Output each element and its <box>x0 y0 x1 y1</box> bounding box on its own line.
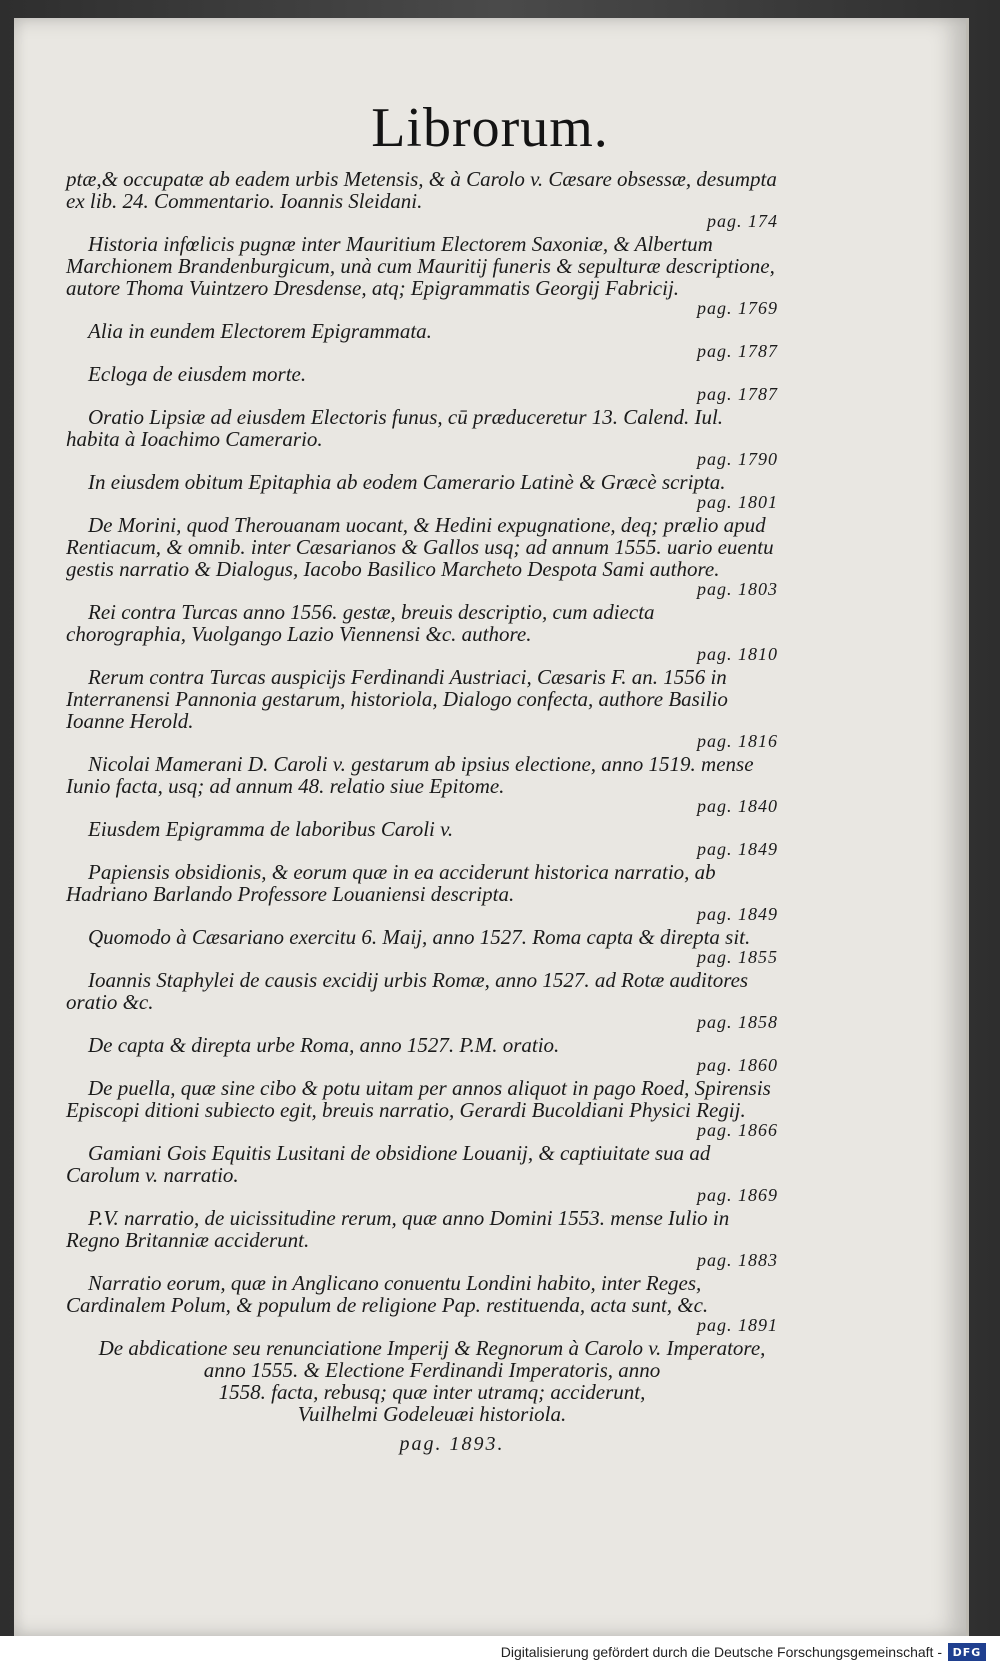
dfg-logo: DFG <box>948 1643 986 1661</box>
index-entry <box>66 1142 778 1205</box>
entry-title: De puella, quæ sine cibo & potu uitam per annos aliquot in pago Roed, Spirensis Episcopi ditioni subiecto egit, breuis narratio, Gerardi Bucoldiani Physici Regij. <box>66 1076 771 1122</box>
index-entry <box>66 601 778 664</box>
entry-title: Papiensis obsidionis, & eorum quæ in ea acciderunt historica narratio, ab Hadriano Barlando Professore Louaniensi descripta. <box>66 860 716 906</box>
index-entry <box>66 926 778 967</box>
index-entry <box>66 406 778 469</box>
entry-page: pag. 1803 <box>697 579 778 599</box>
entry-title: In eiusdem obitum Epitaphia ab eodem Camerario Latinè & Græcè scripta. <box>88 470 726 494</box>
index-entry <box>66 168 778 231</box>
entry-page: pag. 1810 <box>697 644 778 664</box>
entry-title: De capta & direpta urbe Roma, anno 1527. P.M. oratio. <box>88 1033 560 1057</box>
final-entry-line: 1558. facta, rebusq; quæ inter utramq; acciderunt, <box>218 1380 646 1404</box>
entry-title: Historia infœlicis pugnæ inter Mauritium Electorem Saxoniæ, & Albertum Marchionem Brandenburgicum, unà cum Mauritij funeris & sepulturæ descriptione, autore Thoma Vuintzero Dresdense, atq; Epigrammatis Georgij Fabricij. <box>66 232 775 300</box>
index-entry <box>66 233 778 318</box>
funding-credit: Digitalisierung gefördert durch die Deutsche Forschungsgemeinschaft - <box>500 1644 942 1660</box>
entry-title: De Morini, quod Therouanam uocant, & Hedini expugnatione, deq; prælio apud Rentiacum, & omnib. inter Cæsarianos & Gallos usq; ad annum 1555. uario euentu gestis narratio & Dialogus, Iacobo Basilico Marcheto Despota Sami authore. <box>66 513 774 581</box>
entry-page: pag. 1816 <box>697 731 778 751</box>
entry-title: Rei contra Turcas anno 1556. gestæ, breuis descriptio, cum adiecta chorographia, Vuolgango Lazio Viennensi &c. authore. <box>66 600 655 646</box>
entry-page: pag. 174 <box>707 211 778 231</box>
entry-page: pag. 1787 <box>697 341 778 361</box>
entry-page: pag. 1855 <box>697 947 778 967</box>
index-entry <box>66 1077 778 1140</box>
entry-page: pag. 1787 <box>697 384 778 404</box>
index-entry <box>66 1034 778 1075</box>
final-entry-page: pag. 1893. <box>399 1433 505 1455</box>
index-entry <box>66 363 778 404</box>
entry-page: pag. 1883 <box>697 1250 778 1270</box>
entry-page: pag. 1849 <box>697 904 778 924</box>
entry-page: pag. 1790 <box>697 449 778 469</box>
book-page <box>14 18 969 1636</box>
entry-title: Alia in eundem Electorem Epigrammata. <box>88 319 432 343</box>
final-entry-line: De abdicatione seu renunciatione Imperij & Regnorum à Carolo v. Imperatore, anno 1555. & Electione Ferdinandi Imperatoris, anno <box>98 1336 766 1382</box>
footer-bar <box>0 1636 1000 1666</box>
entry-page: pag. 1769 <box>697 298 778 318</box>
entry-page: pag. 1860 <box>697 1055 778 1075</box>
index-list <box>66 168 778 1455</box>
entry-title: Rerum contra Turcas auspicijs Ferdinandi Austriaci, Cæsaris F. an. 1556 in Interranensi Pannonia gestarum, historiola, Dialogo confecta, authore Basilio Ioanne Herold. <box>66 665 728 733</box>
entry-page: pag. 1858 <box>697 1012 778 1032</box>
entry-title: ptæ,& occupatæ ab eadem urbis Metensis, & à Carolo v. Cæsare obsessæ, desumpta ex lib. 24. Commentario. Ioannis Sleidani. <box>66 167 777 213</box>
entry-title: Nicolai Mamerani D. Caroli v. gestarum ab ipsius electione, anno 1519. mense Iunio facta, usq; ad annum 48. relatio siue Epitome. <box>66 752 754 798</box>
entry-title: P.V. narratio, de uicissitudine rerum, quæ anno Domini 1553. mense Iulio in Regno Britanniæ acciderunt. <box>66 1206 730 1252</box>
index-entry <box>66 471 778 512</box>
page-heading: Librorum. <box>371 97 609 159</box>
index-entry <box>66 320 778 361</box>
entry-title: Gamiani Gois Equitis Lusitani de obsidione Louanij, & captiuitate sua ad Carolum v. narratio. <box>66 1141 711 1187</box>
final-entry <box>66 1337 778 1455</box>
index-entry <box>66 861 778 924</box>
index-entry <box>66 514 778 599</box>
index-entry <box>66 666 778 751</box>
entry-title: Narratio eorum, quæ in Anglicano conuentu Londini habito, inter Reges, Cardinalem Polum, & populum de religione Pap. restituenda, acta sunt, &c. <box>66 1271 709 1317</box>
index-entry <box>66 818 778 859</box>
entry-page: pag. 1869 <box>697 1185 778 1205</box>
entry-title: Eiusdem Epigramma de laboribus Caroli v. <box>88 817 454 841</box>
entry-title: Quomodo à Cæsariano exercitu 6. Maij, anno 1527. Roma capta & direpta sit. <box>88 925 751 949</box>
entry-title: Ioannis Staphylei de causis excidij urbis Romæ, anno 1527. ad Rotæ auditores oratio &c. <box>66 968 749 1014</box>
index-entry <box>66 1207 778 1270</box>
index-entry <box>66 1272 778 1335</box>
index-entry <box>66 969 778 1032</box>
entry-page: pag. 1840 <box>697 796 778 816</box>
index-entry <box>66 753 778 816</box>
entry-page: pag. 1891 <box>697 1315 778 1335</box>
entry-page: pag. 1866 <box>697 1120 778 1140</box>
final-entry-line: Vuilhelmi Godeleuæi historiola. <box>297 1402 567 1426</box>
entry-title: Ecloga de eiusdem morte. <box>88 362 307 386</box>
entry-page: pag. 1801 <box>697 492 778 512</box>
entry-page: pag. 1849 <box>697 839 778 859</box>
entry-title: Oratio Lipsiæ ad eiusdem Electoris funus, cū præduceretur 13. Calend. Iul. habita à Ioachimo Camerario. <box>66 405 724 451</box>
